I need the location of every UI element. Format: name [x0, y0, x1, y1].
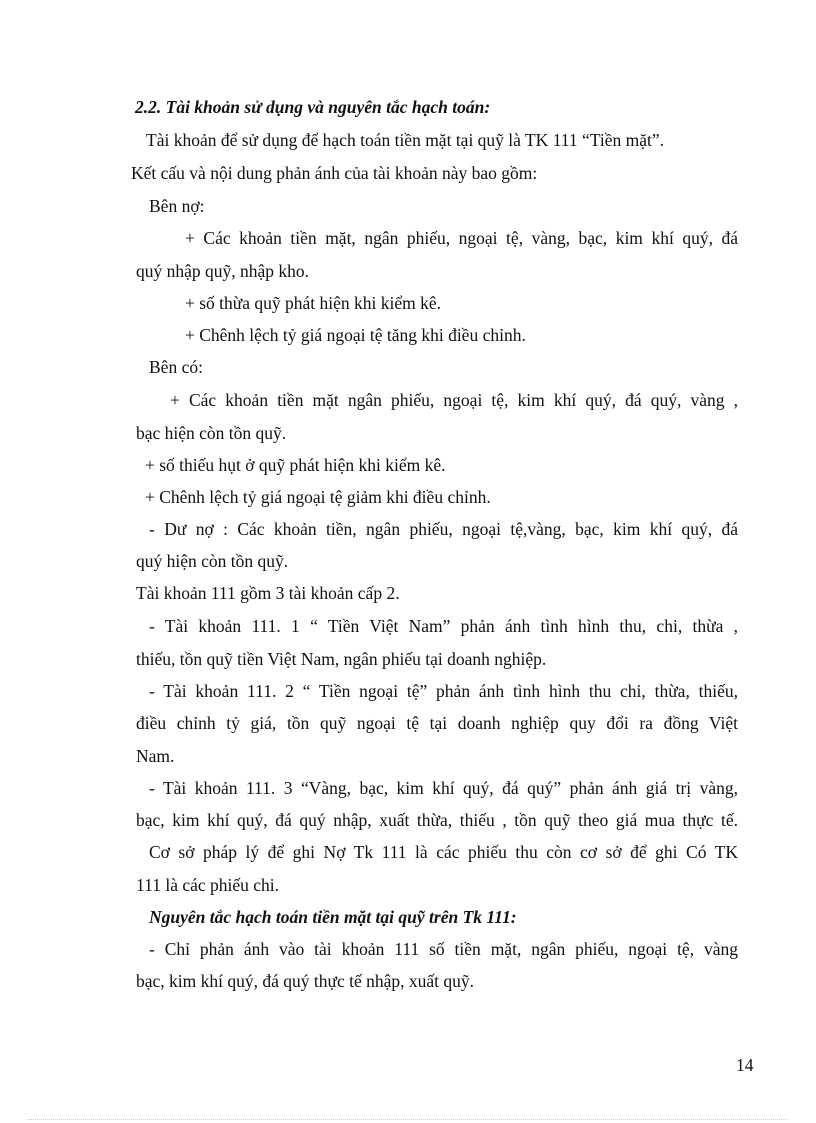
principle-line-1: - Chỉ phản ánh vào tài khoản 111 số tiền mặt, ngân phiếu, ngoại tệ, vàng	[149, 939, 738, 959]
tk1112-line-2: điều chỉnh tỷ giá, tồn quỹ ngoại tệ tại doanh nghiệp quy đổi ra đồng Việt	[136, 713, 738, 733]
tk1113-line-2: bạc, kim khí quý, đá quý nhập, xuất thừa, thiếu , tồn quỹ theo giá mua thực tế.	[136, 810, 738, 830]
tk1111-line-1: - Tài khoản 111. 1 “ Tiền Việt Nam” phản ánh tình hình thu, chi, thừa ,	[149, 616, 738, 636]
page-number: 14	[736, 1055, 754, 1075]
section-heading: 2.2. Tài khoản sử dụng và nguyên tắc hạch toán:	[135, 97, 491, 117]
ben-co-item-1-line-2: bạc hiện còn tồn quỹ.	[136, 423, 287, 443]
intro-line-2: Kết cấu và nội dung phản ánh của tài khoản này bao gồm:	[131, 163, 538, 183]
tk1112-line-3: Nam.	[136, 746, 175, 766]
ben-no-item-1-line-2: quý nhập quỹ, nhập kho.	[136, 261, 310, 281]
ben-no-label: Bên nợ:	[149, 196, 205, 216]
du-no-line-2: quý hiện còn tồn quỹ.	[136, 551, 289, 571]
intro-line-1: Tài khoản để sử dụng để hạch toán tiền mặt tại quỹ là TK 111 “Tiền mặt”.	[146, 130, 665, 150]
ben-co-item-1-line-1: + Các khoản tiền mặt ngân phiếu, ngoại tệ, kim khí quý, đá quý, vàng ,	[170, 390, 738, 410]
ben-co-item-3: + Chênh lệch tỷ giá ngoại tệ giảm khi điều chỉnh.	[145, 487, 491, 507]
ben-no-item-3: + Chênh lệch tỷ giá ngoại tệ tăng khi điều chỉnh.	[185, 325, 526, 345]
co-so-line-1: Cơ sở pháp lý để ghi Nợ Tk 111 là các phiếu thu còn cơ sở để ghi Có TK	[149, 842, 738, 862]
ben-no-item-2: + số thừa quỹ phát hiện khi kiểm kê.	[185, 293, 442, 313]
page-bottom-divider	[28, 1119, 788, 1120]
principle-line-2: bạc, kim khí quý, đá quý thực tế nhập, xuất quỹ.	[136, 971, 475, 991]
du-no-line-1: - Dư nợ : Các khoản tiền, ngân phiếu, ngoại tệ,vàng, bạc, kim khí quý, đá	[149, 519, 738, 539]
tk1113-line-1: - Tài khoản 111. 3 “Vàng, bạc, kim khí quý, đá quý” phản ánh giá trị vàng,	[149, 778, 738, 798]
ben-co-label: Bên có:	[149, 357, 203, 377]
principle-heading: Nguyên tắc hạch toán tiền mặt tại quỹ trên Tk 111:	[149, 907, 517, 927]
tk1111-line-2: thiếu, tồn quỹ tiền Việt Nam, ngân phiếu tại doanh nghiệp.	[136, 649, 547, 669]
tk111-intro: Tài khoản 111 gồm 3 tài khoản cấp 2.	[136, 583, 400, 603]
tk1112-line-1: - Tài khoản 111. 2 “ Tiền ngoại tệ” phản ánh tình hình thu chi, thừa, thiếu,	[149, 681, 738, 701]
ben-no-item-1-line-1: + Các khoản tiền mặt, ngân phiếu, ngoại tệ, vàng, bạc, kim khí quý, đá	[185, 228, 738, 248]
co-so-line-2: 111 là các phiếu chi.	[136, 875, 280, 895]
ben-co-item-2: + số thiếu hụt ở quỹ phát hiện khi kiểm kê.	[145, 455, 446, 475]
